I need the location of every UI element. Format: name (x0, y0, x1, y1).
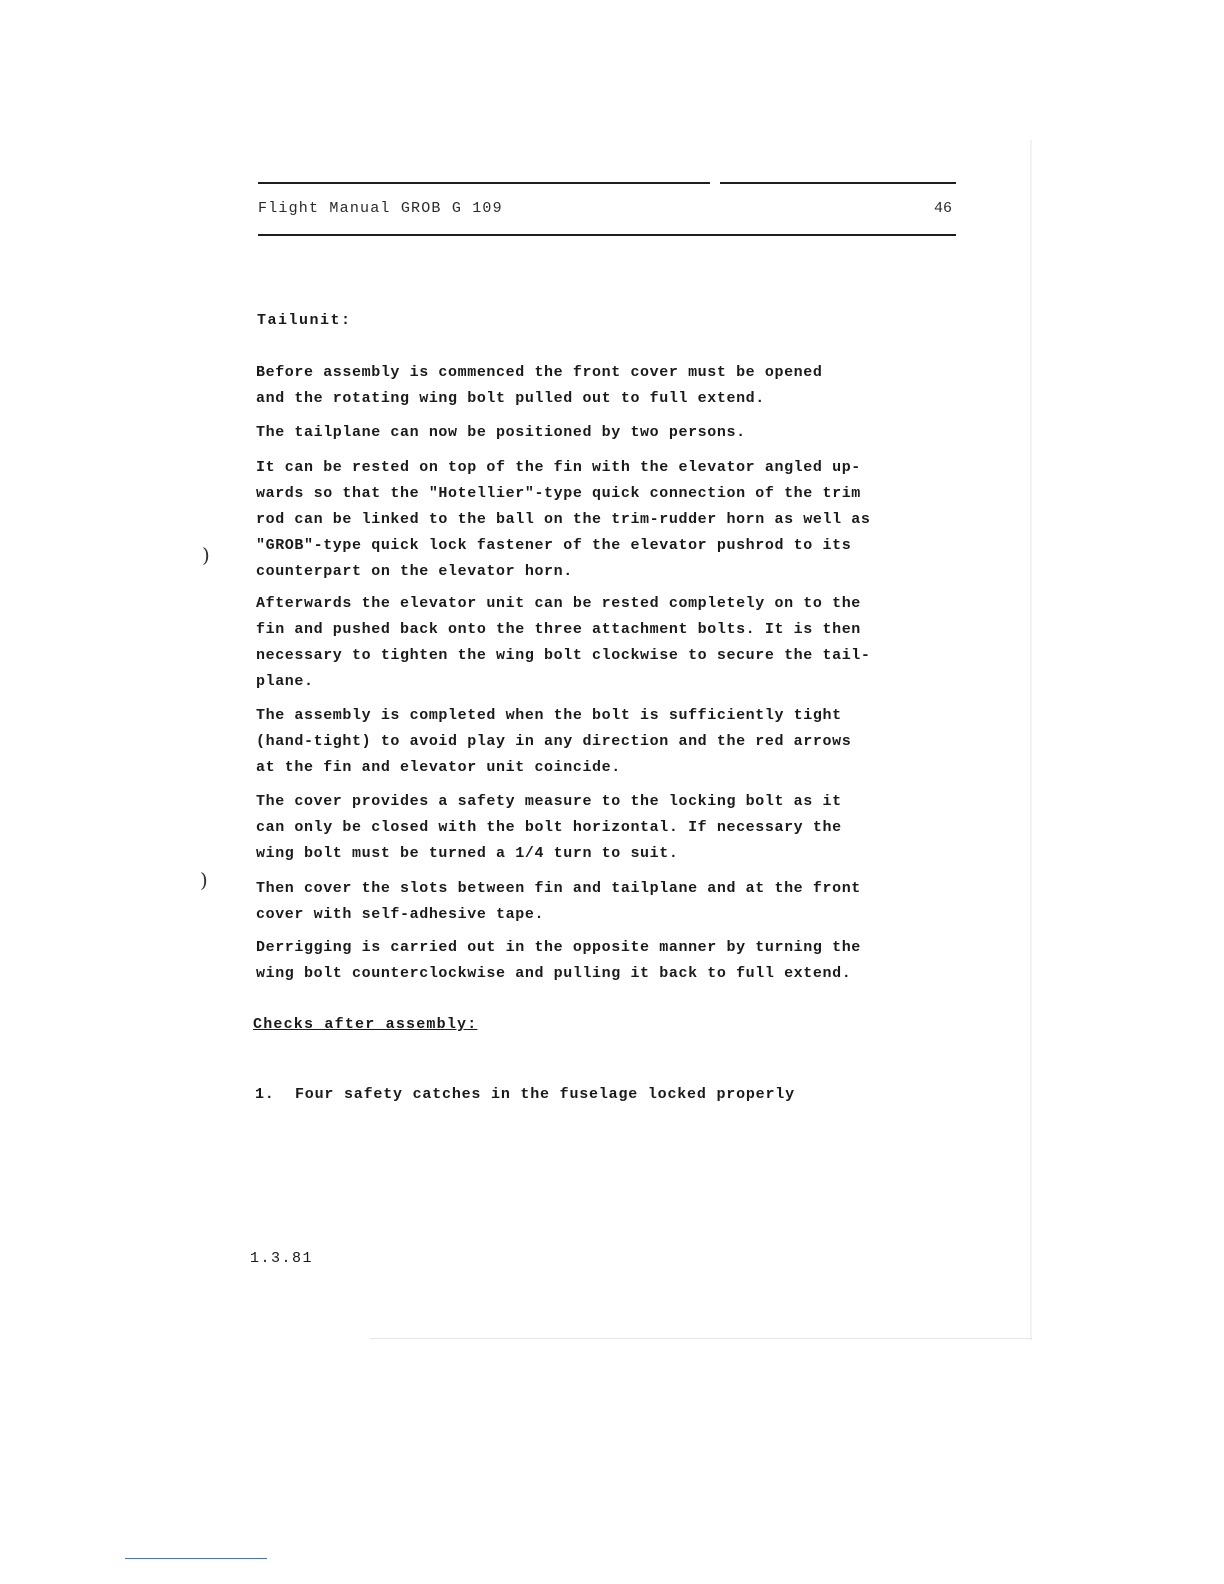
paragraph-tape: Then cover the slots between fin and tailplane and at the front cover with self-adhesive tape. (256, 880, 861, 923)
list-item-text: Four safety catches in the fuselage locked properly (295, 1086, 795, 1103)
list-item (255, 1086, 795, 1103)
scan-artifact-line (125, 1558, 267, 1559)
paragraph-rest-on-fin: It can be rested on top of the fin with the elevator angled up- wards so that the "Hotellier"-type quick connection of the trim rod can be linked to the ball on the trim-rudder horn as well as "GROB"-type quick lock fastener of the elevator pushrod to its counterpart on the elevator horn. (256, 459, 871, 580)
margin-bracket-mark: ) (202, 543, 210, 567)
paragraph-completion: The assembly is completed when the bolt is sufficiently tight (hand-tight) to avoid play in any direction and the red arrows at the fin and elevator unit coincide. (256, 707, 852, 776)
page-number: 46 (934, 200, 953, 217)
paragraph-afterwards: Afterwards the elevator unit can be rested completely on to the fin and pushed back onto the three attachment bolts. It is then necessary to tighten the wing bolt clockwise to secure the tail- plane. (256, 595, 871, 690)
paragraph-cover-safety: The cover provides a safety measure to the locking bolt as it can only be closed with the bolt horizontal. If necessary the wing bolt must be turned a 1/4 turn to suit. (256, 793, 842, 862)
manual-title: Flight Manual GROB G 109 (258, 200, 503, 217)
section-heading: Tailunit: (257, 312, 352, 329)
footer-date: 1.3.81 (250, 1250, 314, 1267)
list-item-number: 1. (255, 1086, 275, 1103)
scan-page-edge (1030, 140, 1032, 1340)
header-bottom-rule (258, 234, 956, 236)
paragraph-derrigging: Derrigging is carried out in the opposite manner by turning the wing bolt counterclockwise and pulling it back to full extend. (256, 939, 861, 982)
paragraph-assembly-start: Before assembly is commenced the front cover must be opened and the rotating wing bolt pulled out to full extend. (256, 364, 823, 407)
scan-page-edge (370, 1338, 1032, 1339)
margin-bracket-mark: ) (200, 868, 208, 892)
paragraph-positioning: The tailplane can now be positioned by two persons. (256, 424, 746, 441)
header-top-rule-left (258, 182, 710, 184)
checks-heading: Checks after assembly: (253, 1016, 478, 1033)
header-top-rule-right (720, 182, 956, 184)
